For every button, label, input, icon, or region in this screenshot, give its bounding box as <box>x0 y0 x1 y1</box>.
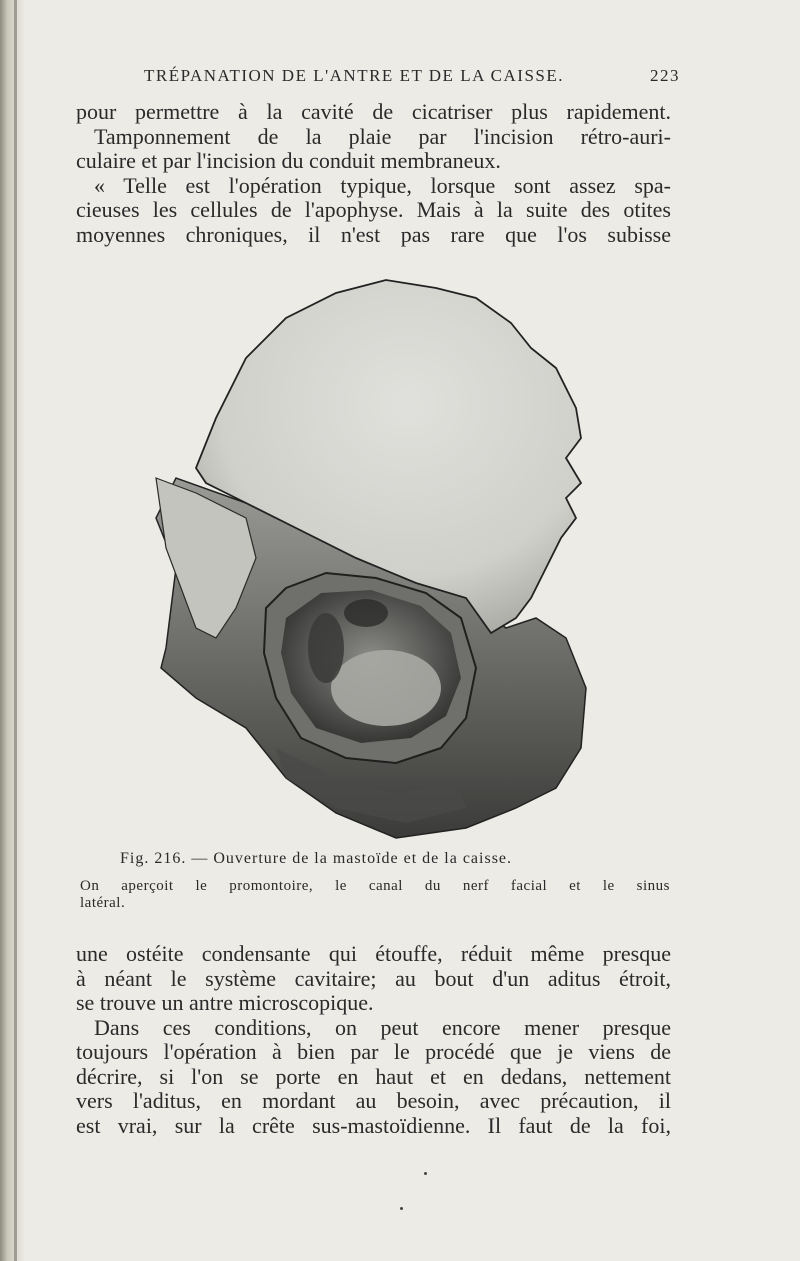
text-line: toujours l'opération à bien par le procédé que je viens de <box>76 1039 671 1064</box>
caption-line: latéral. <box>80 895 126 911</box>
top-text-block <box>76 100 671 247</box>
running-title: TRÉPANATION DE L'ANTRE ET DE LA CAISSE. <box>144 66 564 85</box>
caption-line: On aperçoit le promontoire, le canal du nerf facial et le sinus <box>80 878 670 894</box>
text-line: cieuses les cellules de l'apophyse. Mais à la suite des otites <box>76 197 671 222</box>
text-line: se trouve un antre microscopique. <box>76 990 374 1015</box>
text-line: culaire et par l'incision du conduit membraneux. <box>76 148 501 173</box>
text-line: une ostéite condensante qui étouffe, réduit même presque <box>76 941 671 966</box>
text-line: pour permettre à la cavité de cicatriser plus rapidement. <box>76 99 671 124</box>
text-line: à néant le système cavitaire; au bout d'un aditus étroit, <box>76 965 671 991</box>
page-number: 223 <box>650 66 680 85</box>
mastoid-illustration <box>136 268 606 848</box>
text-line: Tamponnement de la plaie par l'incision rétro-auri- <box>94 123 671 149</box>
text-line: Dans ces conditions, on peut encore mener presque <box>94 1014 671 1040</box>
figure-caption <box>80 878 670 912</box>
print-speck <box>400 1207 403 1210</box>
text-line: vers l'aditus, en mordant au besoin, avec précaution, il <box>76 1088 671 1113</box>
text-line: « Telle est l'opération typique, lorsque sont assez spa- <box>94 172 671 198</box>
antrum-opening <box>344 599 388 627</box>
text-line: décrire, si l'on se porte en haut et en dedans, nettement <box>76 1063 671 1089</box>
text-line: moyennes chroniques, il n'est pas rare que l'os subisse <box>76 221 671 247</box>
page-edge <box>14 0 17 1261</box>
facial-canal <box>308 613 344 683</box>
print-speck <box>424 1172 427 1175</box>
text-line: est vrai, sur la crête sus-mastoïdienne. Il faut de la foi, <box>76 1112 671 1138</box>
promontory <box>331 650 441 726</box>
figure-title: Fig. 216. — Ouverture de la mastoïde et de la caisse. <box>120 850 513 867</box>
bottom-text-block <box>76 942 671 1138</box>
book-gutter <box>0 0 24 1261</box>
